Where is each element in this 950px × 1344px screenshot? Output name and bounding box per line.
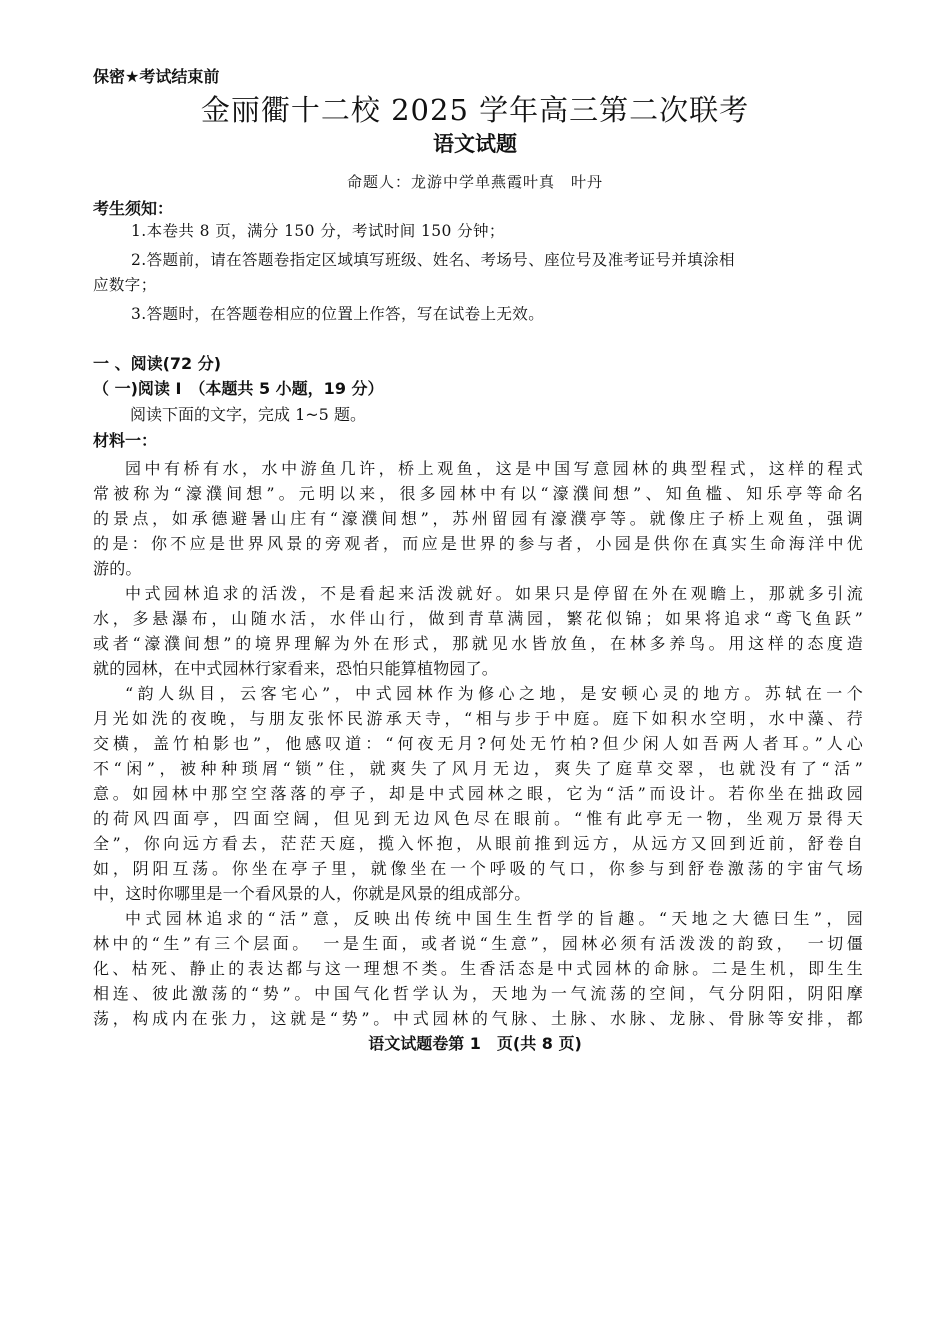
text-line: 或者“濠濮间想”的境界理解为外在形式，那就见水皆放鱼，在林多养鸟。用这样的态度造 bbox=[93, 634, 863, 653]
text-line: 月光如洗的夜晚，与朋友张怀民游承天寺，“相与步于中庭。庭下如积水空明，水中藻、荇 bbox=[93, 709, 863, 728]
instruction-text: 阅读下面的文字，完成 1~5 题。 bbox=[130, 405, 366, 424]
section-heading: 一 、阅读(72 分) bbox=[93, 354, 222, 373]
text-line: 中式园林追求的“活”意，反映出传统中国生生哲学的旨趣。“天地之大德曰生”，园 bbox=[125, 909, 863, 928]
confidential-label: 保密★考试结束前 bbox=[93, 67, 220, 86]
text-line: “韵人纵目，云客宅心”，中式园林作为修心之地，是安顿心灵的地方。苏轼在一个 bbox=[125, 684, 863, 703]
text-line: 意。如园林中那空空落落的亭子，却是中式园林之眼，它为“活”而设计。若你坐在拙政园 bbox=[93, 784, 863, 803]
text-line: 相连、彼此激荡的“势”。中国气化哲学认为，天地为一气流荡的空间，气分阴阳，阴阳摩 bbox=[93, 984, 863, 1003]
text-line: 荡，构成内在张力，这就是“势”。中式园林的气脉、土脉、水脉、龙脉、骨脉等安排，都 bbox=[93, 1009, 863, 1028]
exam-title: 金丽衢十二校 2025 学年高三第二次联考 bbox=[200, 93, 750, 127]
text-line: 林中的“生”有三个层面。 一是生面，或者说“生意”，园林必须有活泼泼的韵致， 一切僵 bbox=[93, 934, 863, 953]
text-line: 常被称为“濠濮间想”。元明以来，很多园林中有以“濠濮间想”、知鱼槛、知乐亭等命名 bbox=[93, 484, 863, 503]
material-label: 材料一： bbox=[93, 431, 158, 450]
paragraph-1 bbox=[93, 456, 863, 581]
paragraph-4 bbox=[93, 906, 863, 1031]
subject-title: 语文试题 bbox=[433, 132, 517, 156]
authors-line: 命题人：龙游中学单燕霞叶真 叶丹 bbox=[346, 173, 603, 191]
notice-item: 3.答题时，在答题卷相应的位置上作答，写在试卷上无效。 bbox=[131, 305, 545, 323]
text-line: 的景点，如承德避暑山庄有“濠濮间想”，苏州留园有濠濮亭等。就像庄子桥上观鱼，强调 bbox=[93, 509, 863, 528]
text-line: 交横，盖竹柏影也”，他感叹道：“何夜无月?何处无竹柏?但少闲人如吾两人者耳。”人心 bbox=[93, 734, 863, 753]
notice-item: 2.答题前，请在答题卷指定区域填写班级、姓名、考场号、座位号及准考证号并填涂相 bbox=[131, 251, 735, 269]
text-line: 园中有桥有水，水中游鱼几许，桥上观鱼，这是中国写意园林的典型程式，这样的程式 bbox=[125, 459, 863, 478]
text-line: 水，多悬瀑布，山随水活，水伴山行，做到青草满园，繁花似锦；如果将追求“鸢飞鱼跃” bbox=[93, 609, 863, 628]
subsection-heading: （ 一)阅读 I （本题共 5 小题，19 分） bbox=[93, 379, 384, 398]
text-line: 就的园林，在中式园林行家看来，恐怕只能算植物园了。 bbox=[93, 659, 499, 678]
text-line: 中式园林追求的活泼，不是看起来活泼就好。如果只是停留在外在观瞻上，那就多引流 bbox=[125, 584, 863, 603]
notice-item: 应数字； bbox=[93, 276, 157, 294]
notice-list bbox=[93, 219, 863, 327]
notice-item: 1.本卷共 8 页，满分 150 分，考试时间 150 分钟； bbox=[131, 222, 505, 240]
text-line: 的是：你不应是世界风景的旁观者，而应是世界的参与者，小园是供你在真实生命海洋中优 bbox=[93, 534, 863, 553]
text-line: 化、枯死、静止的表达都与这一理想不类。生香活态是中式园林的命脉。二是生机，即生生 bbox=[93, 959, 863, 978]
text-line: 如，阴阳互荡。你坐在亭子里，就像坐在一个呼吸的气口，你参与到舒卷激荡的宇宙气场 bbox=[93, 859, 863, 878]
paragraph-2 bbox=[93, 581, 863, 681]
text-line: 中，这时你哪里是一个看风景的人，你就是风景的组成部分。 bbox=[93, 884, 531, 903]
page-footer: 语文试题卷第 1 页(共 8 页) bbox=[368, 1034, 582, 1053]
text-line: 的荷风四面亭，四面空阔，但见到无边风色尽在眼前。“惟有此亭无一物，坐观万景得天 bbox=[93, 809, 863, 828]
text-line: 游的。 bbox=[93, 559, 142, 578]
paragraph-3 bbox=[93, 681, 863, 906]
notice-heading: 考生须知： bbox=[93, 199, 174, 218]
text-line: 全”，你向远方看去，茫茫天庭，揽入怀抱，从眼前推到远方，从远方又回到近前，舒卷自 bbox=[93, 834, 863, 853]
text-line: 不“闲”，被种种琐屑“锁”住，就爽失了风月无边，爽失了庭草交翠，也就没有了“活” bbox=[93, 759, 863, 778]
